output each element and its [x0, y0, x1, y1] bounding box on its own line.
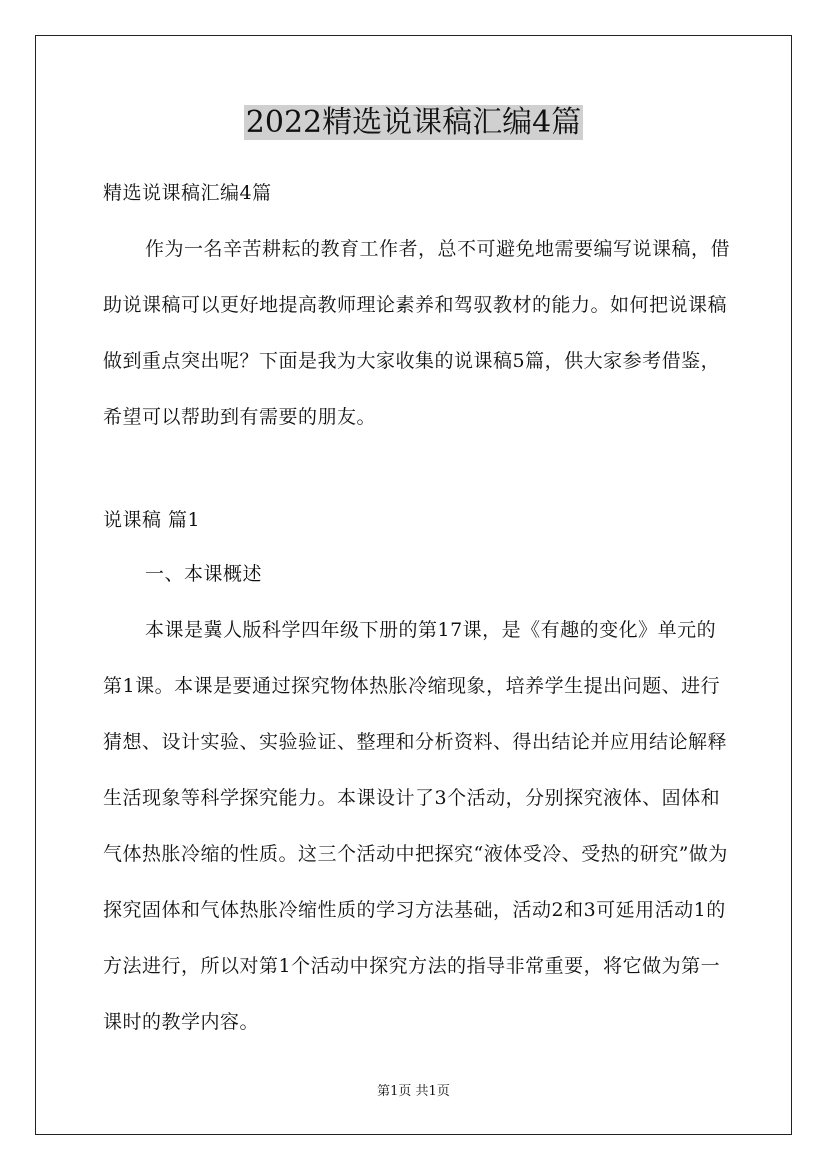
page-footer: 第1页 共1页	[377, 1084, 450, 1099]
body-paragraph: 本课是冀人版科学四年级下册的第17课，是《有趣的变化》单元的第1课。本课是要通过探究物体热胀冷缩现象，培养学生提出问题、进行猜想、设计实验、实验验证、整理和分析资料、得出结论并应用结论解释生活现象等科学探究能力。本课设计了3个活动，分别探究液体、固体和气体热胀冷缩的性质。这三个活动中把探究“液体受冷、受热的研究”做为探究固体和气体热胀冷缩性质的学习方法基础，活动2和3可延用活动1的方法进行，所以对第1个活动中探究方法的指导非常重要，将它做为第一课时的教学内容。	[103, 619, 728, 1033]
document-title-text: 2022精选说课稿汇编4篇	[245, 105, 582, 140]
document-subtitle: 精选说课稿汇编4篇	[103, 182, 272, 204]
intro-paragraph: 作为一名辛苦耕耘的教育工作者，总不可避免地需要编写说课稿，借助说课稿可以更好地提高教师理论素养和驾驭教材的能力。如何把说课稿做到重点突出呢？下面是我为大家收集的说课稿5篇，供大家参考借鉴，希望可以帮助到有需要的朋友。	[103, 238, 731, 428]
document-title	[0, 103, 827, 143]
section-heading: 说课稿 篇1	[103, 509, 201, 531]
subsection-heading: 一、本课概述	[145, 563, 263, 585]
